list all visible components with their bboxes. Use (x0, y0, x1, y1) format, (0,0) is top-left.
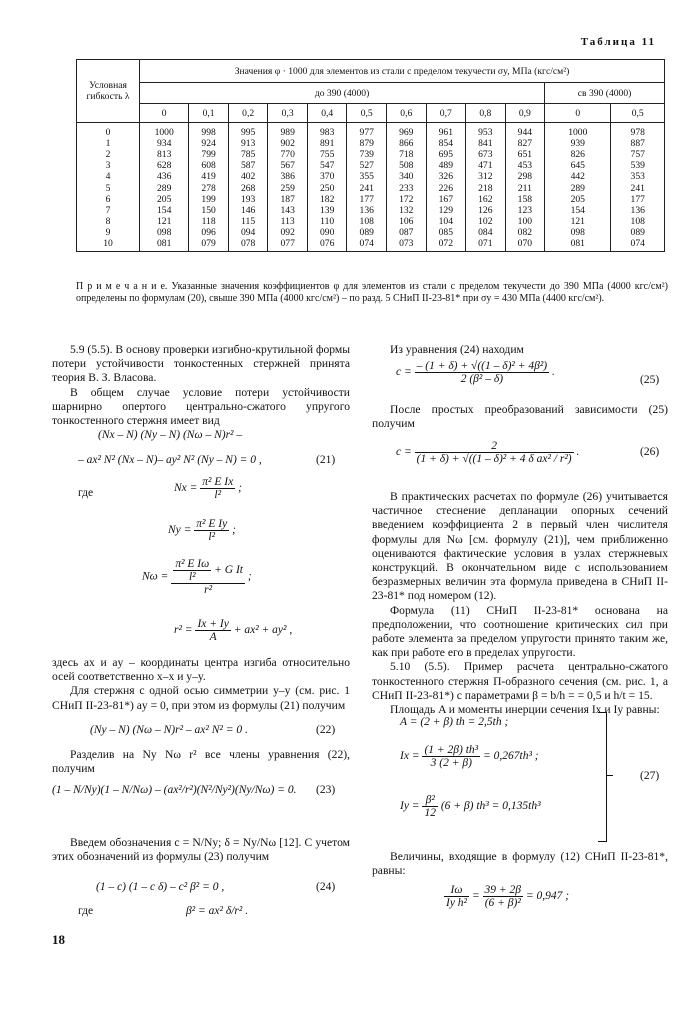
table-cell: 799 (189, 149, 229, 160)
right-para-3: В практических расчетах по формуле (26) учитывается частичное стеснение депланации опорных сечений введением коэффициента 2 в первый член числителя формулы для Nω [см. формулу (21)], чем приближенно оцениваются фактические условия в узлах стержневых конструкций. В окончательном виде с использованием безразмерных величин эта формула приведена в СНиП II-23-81* под номером (12). Формула (11) СНиП II-23-81* основана на предположении, что соотношение критических сил при работе элемента за пределом упругости принято таким же, как при работе его в пределах упругости. 5.10 (5.5). Пример расчета центрально-сжатого тонкостенного стержня П-образного сечения (см. рис. 1, а СНиП II-23-81*) с параметрами β = b/h = = 0,5 и h/t = 15. Площадь A и моменты инерции сечения Ix и Iy равны: (372, 490, 668, 717)
eq23-number: (23) (316, 784, 336, 796)
table-cell: 205 (545, 194, 611, 205)
right-para-1: Из уравнения (24) находим (390, 343, 524, 356)
table-cell: 132 (387, 205, 427, 216)
table-cell: 695 (426, 149, 466, 160)
table-cell: 098 (140, 227, 189, 238)
table-cell: 969 (387, 123, 427, 139)
table-cell: 289 (545, 182, 611, 193)
row-label: 9 (77, 227, 140, 238)
table-cell: 150 (189, 205, 229, 216)
table-cell: 079 (189, 238, 229, 252)
table-cell: 841 (466, 138, 506, 149)
table-cell: 089 (347, 227, 387, 238)
subcol-header: 0 (545, 104, 611, 123)
table-cell: 471 (466, 160, 506, 171)
row-label: 7 (77, 205, 140, 216)
table-cell: 977 (347, 123, 387, 139)
table-cell: 628 (140, 160, 189, 171)
table-cell: 1000 (545, 123, 611, 139)
eq26-number: (26) (640, 446, 660, 458)
table-row (77, 123, 665, 139)
table-cell: 187 (268, 194, 308, 205)
table-cell: 126 (466, 205, 506, 216)
table-cell: 081 (545, 238, 611, 252)
table-cell: 104 (426, 216, 466, 227)
table-cell: 340 (387, 171, 427, 182)
table-row (77, 227, 665, 238)
col-header-top: Значения φ · 1000 для элементов из стали с пределом текучести σy, МПа (кгс/см²) (140, 60, 665, 83)
left-para-3: Разделив на Ny Nω r² все члены уравнения (22), получим (52, 748, 350, 776)
table-cell: 827 (505, 138, 545, 149)
table-cell: 199 (189, 194, 229, 205)
table-cell: 077 (268, 238, 308, 252)
table-cell: 211 (505, 182, 545, 193)
table-cell: 113 (268, 216, 308, 227)
table-cell: 108 (347, 216, 387, 227)
subcol-header: 0,1 (189, 104, 229, 123)
eq26: c = $\frac{2}{\text{(1 + δ) + √((1 – δ)² + 4 δ ax² / r²)}}$ . (396, 440, 580, 465)
table-cell: 567 (268, 160, 308, 171)
table-cell: 953 (466, 123, 506, 139)
table-cell: 755 (307, 149, 347, 160)
subcol-header: 0 (140, 104, 189, 123)
page-number: 18 (52, 932, 65, 947)
subcol-header: 0,8 (466, 104, 506, 123)
row-label: 10 (77, 238, 140, 252)
table-note: П р и м е ч а н и е. Указанные значения коэффициентов φ для элементов из стали с пределом текучести до 390 МПа (4000 кгс/см²) определены по формулам (20), свыше 390 МПа (4000 кгс/см²) – по разд. 5 СНиП II-23-81* при σy = 430 МПа (4400 кгс/см²). (76, 281, 668, 304)
table-cell: 076 (307, 238, 347, 252)
table-cell: 136 (347, 205, 387, 216)
table-cell: 961 (426, 123, 466, 139)
table-cell: 087 (387, 227, 427, 238)
table-cell: 071 (466, 238, 506, 252)
table-cell: 158 (505, 194, 545, 205)
table-cell: 386 (268, 171, 308, 182)
table-row (77, 149, 665, 160)
table-cell: 167 (426, 194, 466, 205)
table-cell: 355 (347, 171, 387, 182)
table-cell: 442 (545, 171, 611, 182)
table-cell: 218 (466, 182, 506, 193)
table-cell: 278 (189, 182, 229, 193)
table-row (77, 182, 665, 193)
table-cell: 1000 (140, 123, 189, 139)
table-cell: 739 (347, 149, 387, 160)
table-cell: 983 (307, 123, 347, 139)
table-row (77, 171, 665, 182)
eq24: (1 – c) (1 – c δ) – c² β² = 0 , (96, 881, 225, 893)
table-cell: 106 (387, 216, 427, 227)
table-cell: 854 (426, 138, 466, 149)
coefficient-table (76, 59, 665, 252)
table-cell: 146 (228, 205, 268, 216)
table-cell: 370 (307, 171, 347, 182)
nw-formula: Nω = $\frac{\text{π² E Iω}}{\text{l²}}$ + G It r² ; (142, 558, 252, 596)
table-cell: 139 (307, 205, 347, 216)
table-cell: 182 (307, 194, 347, 205)
table-cell: 143 (268, 205, 308, 216)
subcol-header: 0,2 (228, 104, 268, 123)
table-cell: 070 (505, 238, 545, 252)
table-cell: 826 (545, 149, 611, 160)
table-cell: 757 (611, 149, 665, 160)
table-cell: 978 (611, 123, 665, 139)
table-cell: 226 (426, 182, 466, 193)
table-cell: 298 (505, 171, 545, 182)
left-para-4: Введем обозначения c = N/Ny; δ = Ny/Nω [12]. С учетом этих обозначений из формулы (23) получим (52, 836, 350, 864)
table-cell: 085 (426, 227, 466, 238)
table-cell: 866 (387, 138, 427, 149)
group-a-header: до 390 (4000) (140, 83, 545, 104)
table-cell: 073 (387, 238, 427, 252)
table-cell: 233 (387, 182, 427, 193)
table-cell: 094 (228, 227, 268, 238)
table-cell: 453 (505, 160, 545, 171)
subcol-header: 0,9 (505, 104, 545, 123)
table-row (77, 194, 665, 205)
table-cell: 241 (347, 182, 387, 193)
row-label: 6 (77, 194, 140, 205)
table-cell: 268 (228, 182, 268, 193)
table-cell: 785 (228, 149, 268, 160)
table-cell: 089 (611, 227, 665, 238)
row-label: 8 (77, 216, 140, 227)
eq22-number: (22) (316, 724, 336, 736)
table-cell: 154 (545, 205, 611, 216)
ratio-formula: $\frac{I\omega}{\text{Iy h²}}$ = $\frac{39 + 2\beta}{\text{(6 + β)²}}$ = 0,947 ; (446, 884, 570, 909)
eq25: c = $\frac{\text{– (1 + δ) + √((1 – δ)² + 4β²)}}{\text{2 (β² – δ)}}$ . (396, 360, 555, 385)
table-cell: 074 (347, 238, 387, 252)
table-row (77, 216, 665, 227)
eq25-number: (25) (640, 374, 660, 386)
table-cell: 887 (611, 138, 665, 149)
row-label: 2 (77, 149, 140, 160)
subcol-header: 0,4 (307, 104, 347, 123)
col-header-left: Условная гибкость λ (77, 60, 140, 123)
subcol-header: 0,7 (426, 104, 466, 123)
table-cell: 651 (505, 149, 545, 160)
table-caption: Таблица 11 (580, 36, 656, 48)
ny-formula: Ny = $\frac{\text{π² E Iy}}{\text{l²}}$ ; (168, 518, 236, 543)
table-cell: 205 (140, 194, 189, 205)
table-cell: 989 (268, 123, 308, 139)
table-row (77, 238, 665, 252)
table-cell: 096 (189, 227, 229, 238)
table-cell: 527 (347, 160, 387, 171)
table-cell: 154 (140, 205, 189, 216)
iy-formula: Iy = $\frac{\text{β²}}{12}$ (6 + β) th³ = 0,135th³ (400, 794, 541, 819)
table-cell: 891 (307, 138, 347, 149)
eq24-number: (24) (316, 881, 336, 893)
table-cell: 587 (228, 160, 268, 171)
table-cell: 110 (307, 216, 347, 227)
table-cell: 419 (189, 171, 229, 182)
table-cell: 098 (545, 227, 611, 238)
subcol-header: 0,5 (347, 104, 387, 123)
subcol-header: 0,5 (611, 104, 665, 123)
table-cell: 312 (466, 171, 506, 182)
right-para-2: После простых преобразований зависимости (25) получим (372, 403, 668, 431)
table-cell: 136 (611, 205, 665, 216)
nx-formula: Nx = $\frac{\text{π² E Ix}}{\text{l²}}$ ; (174, 476, 242, 501)
table-cell: 944 (505, 123, 545, 139)
table-cell: 177 (611, 194, 665, 205)
subcol-header: 0,6 (387, 104, 427, 123)
left-para-2: здесь ax и ay – координаты центра изгиба относительно осей соответственно x–x и y–y. Для стержня с одной осью симметрии y–y (см. рис. 1 СНиП II-23-81*) ay = 0, при этом из формулы (21) получим (52, 656, 350, 712)
table-cell: 939 (545, 138, 611, 149)
table-cell: 259 (268, 182, 308, 193)
table-cell: 100 (505, 216, 545, 227)
table-cell: 913 (228, 138, 268, 149)
table-cell: 092 (268, 227, 308, 238)
table-cell: 289 (140, 182, 189, 193)
table-cell: 508 (387, 160, 427, 171)
eq27-number: (27) (640, 770, 660, 782)
eq23: (1 – N/Ny)(1 – N/Nω) – (ax²/r²)(N²/Ny²)(Ny/Nω) = 0. (52, 784, 297, 796)
row-label: 1 (77, 138, 140, 149)
where2-label: где (78, 905, 94, 917)
table-cell: 078 (228, 238, 268, 252)
area-formula: A = (2 + β) th = 2,5th ; (400, 716, 509, 728)
table-cell: 121 (140, 216, 189, 227)
table-cell: 121 (545, 216, 611, 227)
table-cell: 998 (189, 123, 229, 139)
table-cell: 123 (505, 205, 545, 216)
table-cell: 072 (426, 238, 466, 252)
table-row (77, 160, 665, 171)
row-label: 3 (77, 160, 140, 171)
table-cell: 645 (545, 160, 611, 171)
table-row (77, 205, 665, 216)
table-cell: 115 (228, 216, 268, 227)
eq27-brace (598, 712, 607, 842)
table-cell: 608 (189, 160, 229, 171)
table-cell: 081 (140, 238, 189, 252)
table-cell: 547 (307, 160, 347, 171)
ix-formula: Ix = $\frac{\text{(1 + 2β) th³}}{3 (2 + \beta)}$ = 0,267th³ ; (400, 744, 539, 769)
table-cell: 177 (347, 194, 387, 205)
table-cell: 102 (466, 216, 506, 227)
table-cell: 436 (140, 171, 189, 182)
right-para-4: Величины, входящие в формулу (12) СНиП II-23-81*, равны: (372, 850, 668, 878)
table-cell: 402 (228, 171, 268, 182)
row-label: 0 (77, 123, 140, 139)
table-row (77, 138, 665, 149)
table-cell: 934 (140, 138, 189, 149)
table-cell: 902 (268, 138, 308, 149)
table-cell: 090 (307, 227, 347, 238)
table-cell: 326 (426, 171, 466, 182)
table-cell: 879 (347, 138, 387, 149)
table-cell: 241 (611, 182, 665, 193)
eq22: (Ny – N) (Nω – N)r² – ax² N² = 0 . (90, 724, 248, 736)
eq21-line1: (Nx – N) (Ny – N) (Nω – N)r² – (98, 429, 243, 441)
table-cell: 539 (611, 160, 665, 171)
table-cell: 995 (228, 123, 268, 139)
table-cell: 718 (387, 149, 427, 160)
subcol-header: 0,3 (268, 104, 308, 123)
eq21-line2: – ax² N² (Nx – N)– ay² N² (Ny – N) = 0 , (78, 454, 262, 466)
r2-formula: r² = $\frac{Ix + Iy}{A}$ + ax² + ay² , (174, 618, 293, 643)
table-cell: 118 (189, 216, 229, 227)
row-label: 5 (77, 182, 140, 193)
table-cell: 924 (189, 138, 229, 149)
group-b-header: св 390 (4000) (545, 83, 665, 104)
table-cell: 813 (140, 149, 189, 160)
table-cell: 250 (307, 182, 347, 193)
table-cell: 489 (426, 160, 466, 171)
eq21-number: (21) (316, 454, 336, 466)
table-cell: 084 (466, 227, 506, 238)
where-label: где (78, 487, 94, 499)
beta-formula: β² = ax² δ/r² . (186, 905, 249, 917)
table-cell: 770 (268, 149, 308, 160)
row-label: 4 (77, 171, 140, 182)
table-cell: 162 (466, 194, 506, 205)
table-cell: 172 (387, 194, 427, 205)
table-cell: 673 (466, 149, 506, 160)
table-cell: 108 (611, 216, 665, 227)
table-cell: 193 (228, 194, 268, 205)
table-cell: 129 (426, 205, 466, 216)
left-para-1: 5.9 (5.5). В основу проверки изгибно-крутильной формы потери устойчивости тонкостенных стержней принята теория В. З. Власова. В общем случае условие потери устойчивости шарнирно опертого центрально-сжатого упругого тонкостенного стержня имеет вид (52, 343, 351, 428)
table-cell: 074 (611, 238, 665, 252)
table-cell: 082 (505, 227, 545, 238)
table-cell: 353 (611, 171, 665, 182)
